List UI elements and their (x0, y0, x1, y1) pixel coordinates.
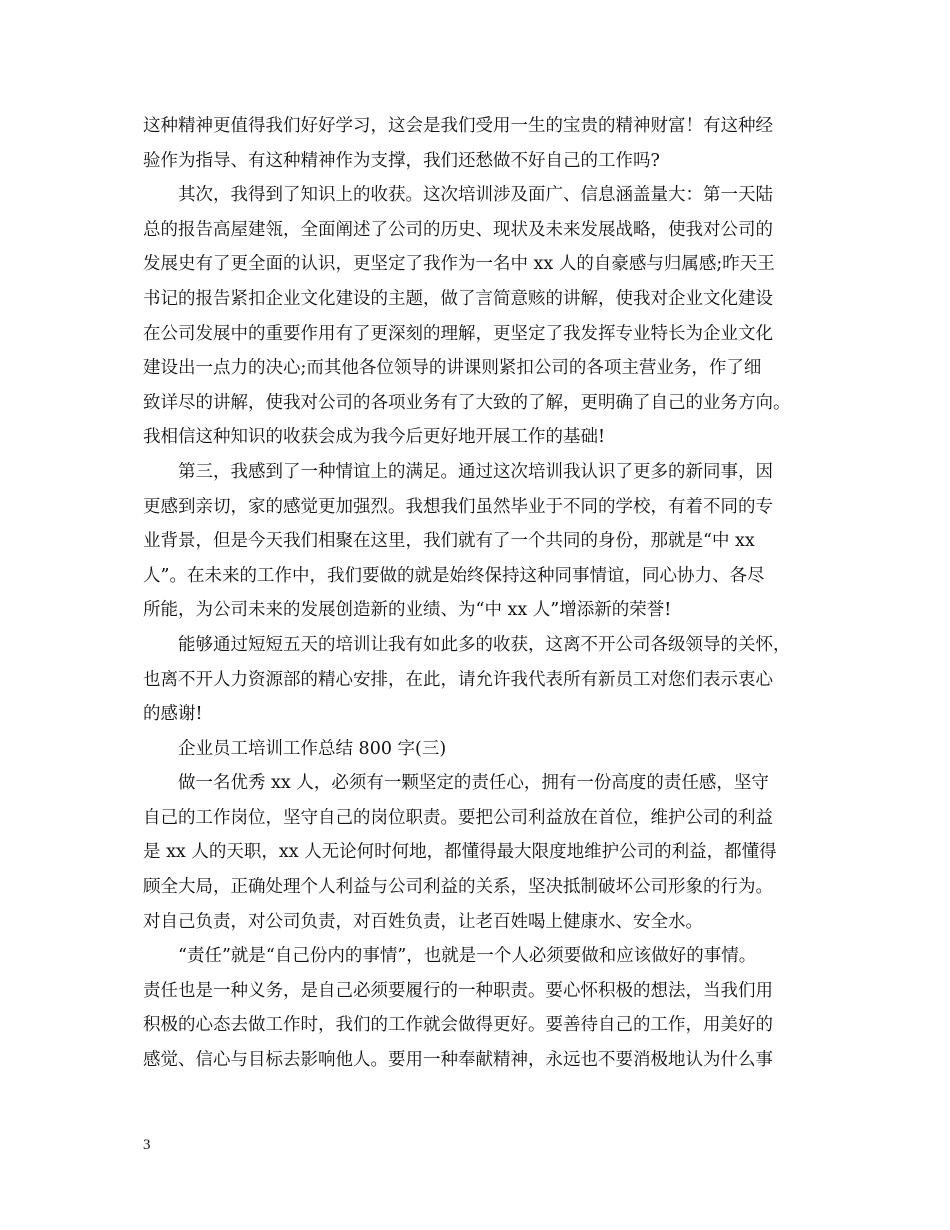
text-line: 企业员工培训工作总结 800 字(三) (178, 738, 447, 759)
text-line: 也离不开人力资源部的精心安排，在此，请允许我代表所有新员工对您们表示衷心 (143, 669, 773, 690)
text-line: 发展史有了更全面的认识，更坚定了我作为一名中 xx 人的自豪感与归属感;昨天王 (143, 254, 775, 275)
text-line: 业背景，但是今天我们相聚在这里，我们就有了一个共同的身份，那就是“中 xx (143, 531, 755, 552)
text-line: 书记的报告紧扣企业文化建设的主题，做了言简意赅的讲解，使我对企业文化建设 (143, 288, 773, 309)
text-line: 总的报告高屋建瓴，全面阐述了公司的历史、现状及未来发展战略，使我对公司的 (143, 219, 773, 240)
text-line: 所能，为公司未来的发展创造新的业绩、为“中 xx 人”增添新的荣誉! (143, 600, 672, 621)
text-line: 的感谢! (143, 704, 203, 725)
text-line: 做一名优秀 xx 人，必须有一颗坚定的责任心，拥有一份高度的责任感，坚守 (178, 773, 769, 794)
text-line: 能够通过短短五天的培训让我有如此多的收获，这离不开公司各级领导的关怀， (178, 634, 791, 655)
text-line: 建设出一点力的决心;而其他各位领导的讲课则紧扣公司的各项主营业务，作了细 (143, 358, 762, 379)
text-line: 积极的心态去做工作时，我们的工作就会做得更好。要善待自己的工作，用美好的 (143, 1015, 773, 1036)
text-line: 更感到亲切，家的感觉更加强烈。我想我们虽然毕业于不同的学校，有着不同的专 (143, 496, 773, 517)
document-body (143, 109, 833, 1078)
page-number: 3 (143, 1137, 151, 1153)
text-line: 这种精神更值得我们好好学习，这会是我们受用一生的宝贵的精神财富！有这种经 (143, 116, 773, 136)
text-line: 责任也是一种义务，是自己必须要履行的一种职责。要心怀积极的想法，当我们用 (143, 980, 773, 1001)
text-line: 其次，我得到了知识上的收获。这次培训涉及面广、信息涵盖量大：第一天陆 (178, 185, 773, 206)
text-line: 验作为指导、有这种精神作为支撑，我们还愁做不好自己的工作吗? (143, 150, 660, 171)
text-line: 第三，我感到了一种情谊上的满足。通过这次培训我认识了更多的新同事，因 (178, 461, 773, 482)
text-line: 是 xx 人的天职，xx 人无论何时何地，都懂得最大限度地维护公司的利益，都懂得 (143, 842, 777, 863)
text-line: 顾全大局，正确处理个人利益与公司利益的关系，坚决抵制破坏公司形象的行为。 (143, 877, 773, 898)
text-line: 自己的工作岗位，坚守自己的岗位职责。要把公司利益放在首位，维护公司的利益 (143, 807, 773, 828)
text-line: 在公司发展中的重要作用有了更深刻的理解，更坚定了我发挥专业特长为企业文化 (143, 323, 773, 344)
text-line: 致详尽的讲解，使我对公司的各项业务有了大致的了解，更明确了自己的业务方向。 (143, 392, 791, 413)
text-line: 人”。在未来的工作中，我们要做的就是始终保持这种同事情谊，同心协力、各尽 (143, 565, 765, 586)
text-line: 感觉、信心与目标去影响他人。要用一种奉献精神，永远也不要消极地认为什么事 (143, 1050, 773, 1071)
text-line: 对自己负责，对公司负责，对百姓负责，让老百姓喝上健康水、安全水。 (143, 911, 703, 932)
text-line: 我相信这种知识的收获会成为我今后更好地开展工作的基础! (143, 427, 606, 448)
text-line: “责任”就是“自己份内的事情”，也就是一个人必须要做和应该做好的事情。 (178, 946, 757, 967)
